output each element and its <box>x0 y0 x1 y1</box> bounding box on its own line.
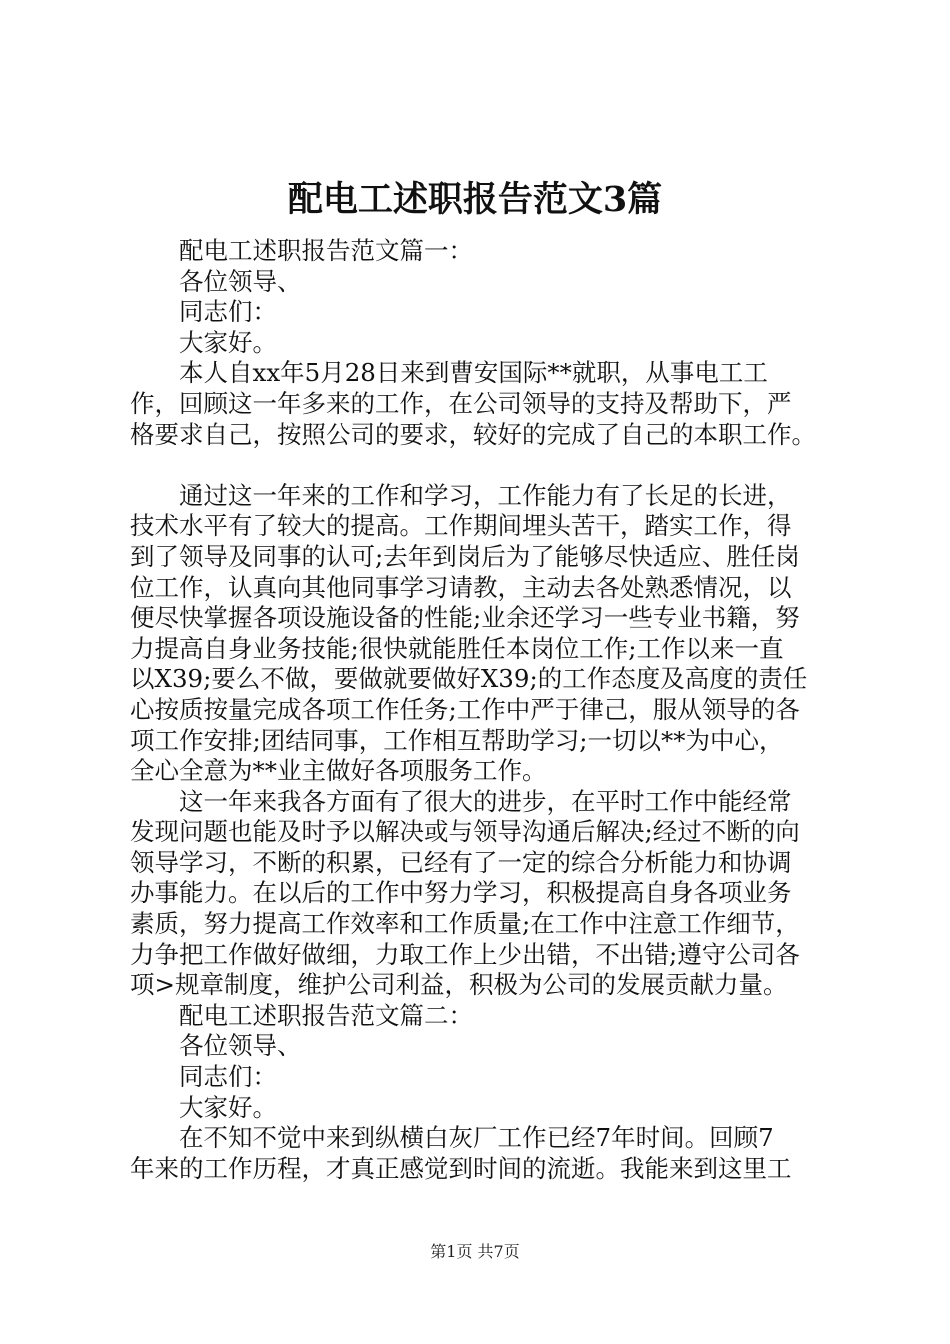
paragraph-line: 本人自xx年5月28日来到曹安国际**就职，从事电工工 <box>179 358 768 388</box>
paragraph-line: 全心全意为**业主做好各项服务工作。 <box>130 756 547 786</box>
paragraph-line: 力争把工作做好做细，力取工作上少出错，不出错;遵守公司各 <box>130 939 800 969</box>
paragraph-line: 这一年来我各方面有了很大的进步，在平时工作中能经常 <box>179 786 792 816</box>
paragraph-line: 到了领导及同事的认可;去年到岗后为了能够尽快适应、胜任岗 <box>130 541 800 571</box>
paragraph-line: 力提高自身业务技能;很快就能胜任本岗位工作;工作以来一直 <box>130 633 784 663</box>
paragraph-line: 位工作，认真向其他同事学习请教，主动去各处熟悉情况，以 <box>130 572 792 602</box>
paragraph-line: 年来的工作历程，才真正感觉到时间的流逝。我能来到这里工 <box>130 1153 792 1183</box>
salutation-line: 同志们： <box>179 297 277 327</box>
greeting-line: 大家好。 <box>179 327 277 357</box>
paragraph-line: 心按质按量完成各项工作任务;工作中严于律己，服从领导的各 <box>130 694 800 724</box>
paragraph-line: 以X39;要么不做，要做就要做好X39;的工作态度及高度的责任 <box>130 664 808 694</box>
paragraph-line: 在不知不觉中来到纵横白灰厂工作已经7年时间。回顾7 <box>179 1123 774 1153</box>
paragraph-line: 技术水平有了较大的提高。工作期间埋头苦干，踏实工作，得 <box>130 511 792 541</box>
paragraph-line: 办事能力。在以后的工作中努力学习，积极提高自身各项业务 <box>130 878 792 908</box>
salutation-line: 各位领导、 <box>179 1031 302 1061</box>
greeting-line: 大家好。 <box>179 1092 277 1122</box>
paragraph-line: 项工作安排;团结同事，工作相互帮助学习;一切以**为中心， <box>130 725 784 755</box>
salutation-line: 同志们： <box>179 1062 277 1092</box>
paragraph-line: 格要求自己，按照公司的要求，较好的完成了自己的本职工作。 <box>130 419 816 449</box>
paragraph-line: 通过这一年来的工作和学习，工作能力有了长足的长进， <box>179 480 792 510</box>
paragraph-line: 素质，努力提高工作效率和工作质量;在工作中注意工作细节， <box>130 909 800 939</box>
paragraph-line: 作，回顾这一年多来的工作，在公司领导的支持及帮助下，严 <box>130 388 792 418</box>
salutation-line: 各位领导、 <box>179 266 302 296</box>
document-title: 配电工述职报告范文3篇 <box>287 179 663 220</box>
paragraph-line: 项>规章制度，维护公司利益，积极为公司的发展贡献力量。 <box>130 970 788 1000</box>
section-heading: 配电工述职报告范文篇二： <box>179 1000 473 1030</box>
section-heading: 配电工述职报告范文篇一： <box>179 236 473 265</box>
paragraph-line: 领导学习，不断的积累，已经有了一定的综合分析能力和协调 <box>130 847 792 877</box>
paragraph-line: 发现问题也能及时予以解决或与领导沟通后解决;经过不断的向 <box>130 817 800 847</box>
document-body <box>130 236 842 1184</box>
paragraph-gap <box>130 450 842 481</box>
page-footer: 第1页 共7页 <box>430 1242 520 1261</box>
paragraph-line: 便尽快掌握各项设施设备的性能;业余还学习一些专业书籍，努 <box>130 603 800 633</box>
